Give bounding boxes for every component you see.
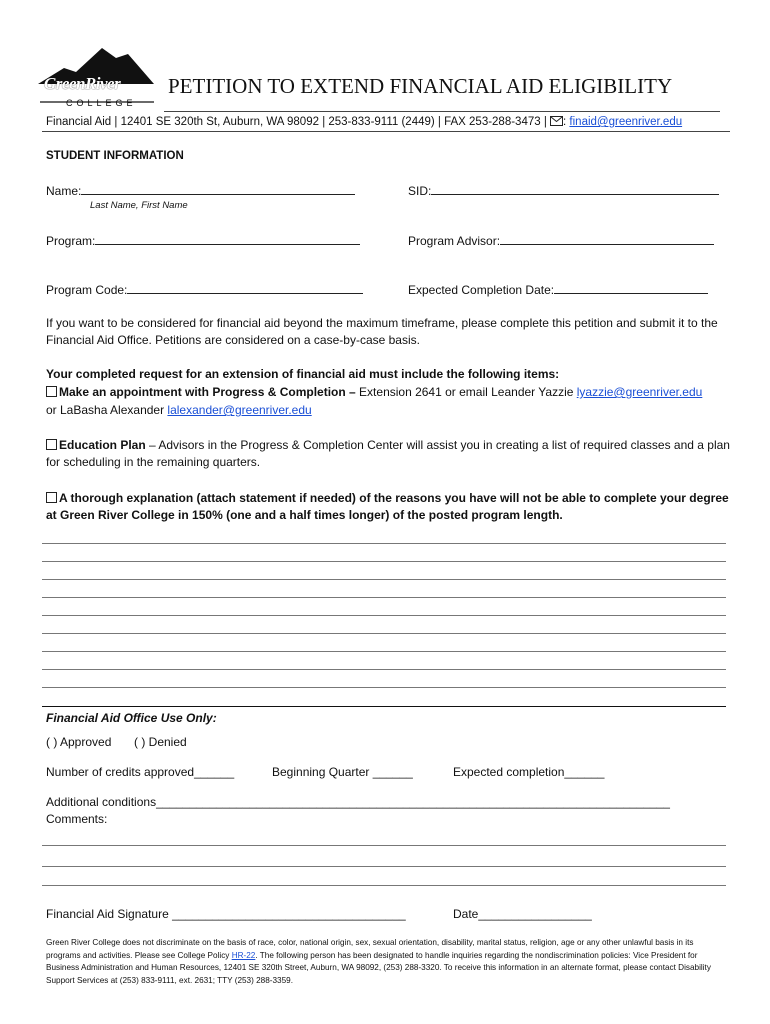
sid-line[interactable] — [431, 182, 719, 195]
date-field[interactable]: Date_________________ — [453, 907, 592, 921]
expected-completion-field[interactable]: Expected completion______ — [453, 765, 605, 779]
contact-line — [46, 114, 682, 131]
student-section-title: STUDENT INFORMATION — [46, 150, 184, 162]
explanation-line[interactable] — [42, 669, 726, 670]
header-bottom-rule — [42, 131, 730, 132]
page-title: PETITION TO EXTEND FINANCIAL AID ELIGIBILITY — [168, 74, 673, 98]
program-field[interactable] — [46, 232, 360, 250]
explanation-line[interactable] — [42, 543, 726, 544]
additional-conditions-field[interactable]: Additional conditions_____________________________________________________________________________ — [46, 795, 670, 809]
completion-date-line[interactable] — [554, 281, 708, 294]
beginning-quarter-field[interactable]: Beginning Quarter ______ — [272, 765, 413, 779]
requirement-appointment-cont — [46, 402, 312, 419]
appointment-title: Make an appointment with Progress & Completion – — [59, 385, 356, 399]
sid-label: SID: — [408, 184, 432, 198]
nondiscrimination-footer — [46, 937, 728, 987]
requirement-education-plan — [46, 437, 730, 471]
explanation-checkbox[interactable] — [46, 492, 57, 503]
requirement-appointment — [46, 384, 702, 401]
logo-subtitle: COLLEGE — [66, 98, 137, 108]
footer-text-2: . The following person has been designated to handle inquiries regarding the nondiscrimination policies: Vice President for Business Administration and Human Resources, 12401 SE 320th Street, Auburn, WA 98092, (253) 288-3320. To receive this information in an alternate format, please contact Disability Support Services at (253) 833-9111, ext. 2631; TTY (253) 288-3359. — [46, 950, 711, 985]
sid-field[interactable] — [408, 182, 719, 200]
explanation-line[interactable] — [42, 687, 726, 688]
college-logo — [36, 40, 156, 110]
appointment-text-2: or LaBasha Alexander — [46, 403, 168, 417]
comments-line[interactable] — [42, 845, 726, 846]
completion-date-label: Expected Completion Date: — [408, 283, 555, 297]
name-field[interactable] — [46, 182, 355, 200]
credits-approved-field[interactable]: Number of credits approved______ — [46, 765, 235, 779]
advisor-line[interactable] — [500, 232, 714, 245]
email-separator: : — [563, 116, 570, 128]
policy-hr22-link[interactable]: HR-22 — [231, 950, 256, 960]
lyazzie-email-link[interactable]: lyazzie@greenriver.edu — [576, 385, 703, 399]
program-code-field[interactable] — [46, 281, 363, 299]
program-label: Program: — [46, 234, 96, 248]
appointment-text: Extension 2641 or email Leander Yazzie — [355, 385, 577, 399]
footer-text-1: Green River College does not discriminate on the basis of race, color, national origin, sex, sexual orientation, disability, marital status, religion, age or any other unlawful basis in its programs and activities. Please see College Policy — [46, 938, 694, 960]
advisor-label: Program Advisor: — [408, 234, 501, 248]
education-plan-title: Education Plan — [59, 438, 146, 452]
denied-option[interactable]: ( ) Denied — [134, 735, 187, 749]
signature-field[interactable]: Financial Aid Signature ___________________________________ — [46, 907, 406, 921]
comments-line[interactable] — [42, 866, 726, 867]
header-top-rule — [164, 111, 720, 112]
approved-option[interactable]: ( ) Approved — [46, 735, 112, 749]
name-label: Name: — [46, 184, 82, 198]
explanation-line[interactable] — [42, 651, 726, 652]
logo-word: GreenRiver — [44, 74, 121, 93]
explanation-line[interactable] — [42, 615, 726, 616]
intro-paragraph: If you want to be considered for financial aid beyond the maximum timeframe, please complete this petition and submit it to the Financial Aid Office. Petitions are considered on a case-by-case basis. — [46, 316, 718, 347]
requirements-heading: Your completed request for an extension of financial aid must include the following items: — [46, 367, 560, 381]
office-section-divider — [42, 706, 726, 707]
completion-date-field[interactable] — [408, 281, 708, 299]
program-line[interactable] — [95, 232, 360, 245]
explanation-line[interactable] — [42, 579, 726, 580]
office-heading: Financial Aid Office Use Only: — [46, 711, 217, 725]
advisor-field[interactable] — [408, 232, 714, 250]
name-line[interactable] — [81, 182, 355, 195]
contact-text: Financial Aid | 12401 SE 320th St, Auburn, WA 98092 | 253-833-9111 (2449) | FAX 253-288-3473 | — [46, 116, 551, 128]
comments-line[interactable] — [42, 885, 726, 886]
requirement-explanation — [46, 490, 730, 524]
explanation-line[interactable] — [42, 561, 726, 562]
program-code-line[interactable] — [127, 281, 363, 294]
education-plan-checkbox[interactable] — [46, 439, 57, 450]
lalexander-email-link[interactable]: lalexander@greenriver.edu — [167, 403, 312, 417]
explanation-line[interactable] — [42, 633, 726, 634]
education-plan-text: – Advisors in the Progress & Completion Center will assist you in creating a list of required classes and a plan for scheduling in the remaining quarters. — [46, 438, 730, 469]
envelope-icon — [550, 116, 563, 126]
finaid-email-link[interactable]: finaid@greenriver.edu — [569, 116, 683, 128]
appointment-checkbox[interactable] — [46, 386, 57, 397]
comments-label: Comments: — [46, 812, 108, 826]
name-hint: Last Name, First Name — [90, 200, 188, 211]
explanation-line[interactable] — [42, 597, 726, 598]
explanation-text: A thorough explanation (attach statement if needed) of the reasons you have will not be able to complete your degree at Green River College in 150% (one and a half times longer) of the posted program length. — [46, 491, 729, 522]
program-code-label: Program Code: — [46, 283, 128, 297]
